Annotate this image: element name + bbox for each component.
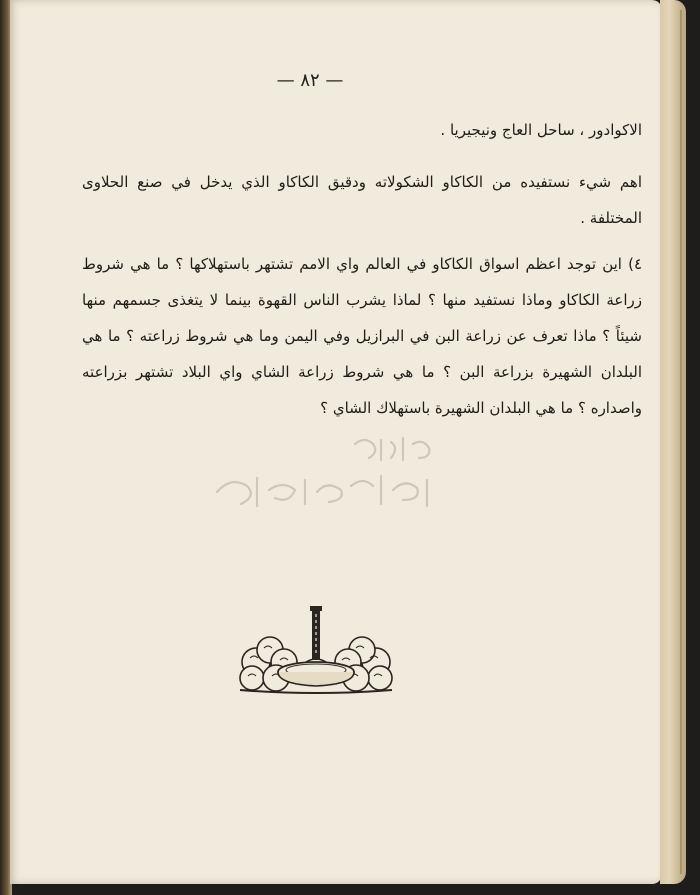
paragraph-questions: ٤) اين توجد اعظم اسواق الكاكاو في العالم واي الامم تشتهر باستهلاكها ؟ ما هي شروط زراعة الكاكاو وماذا نستفيد منها ؟ لماذا يشرب الناس القهوة بينما لا يتغذى جسمهم منها شيئاً ؟ ماذا تعرف عن زراعة البن في البرازيل وفي اليمن وما هي شروط زراعته ؟ ما هي البلدان الشهيرة بزراعة البن ؟ ما هي شروط زراعة الشاي واي البلاد تشتهر بزراعته واصداره ؟ ما هي البلدان الشهيرة باستهلاك الشاي ؟ [82, 255, 642, 417]
fountain-ornament [236, 604, 396, 696]
faded-stamp [205, 430, 455, 520]
page-number: — ٨٢ — [276, 70, 344, 91]
page-stack-edge [660, 0, 686, 884]
text-line-countries: الاكوادور ، ساحل العاج ونيجيريا . [440, 121, 642, 139]
paragraph-cocoa-uses: اهم شيء نستفيده من الكاكاو الشكولاته ودقيق الكاكاو الذي يدخل في صنع الحلاوى المختلفة . [82, 173, 642, 227]
